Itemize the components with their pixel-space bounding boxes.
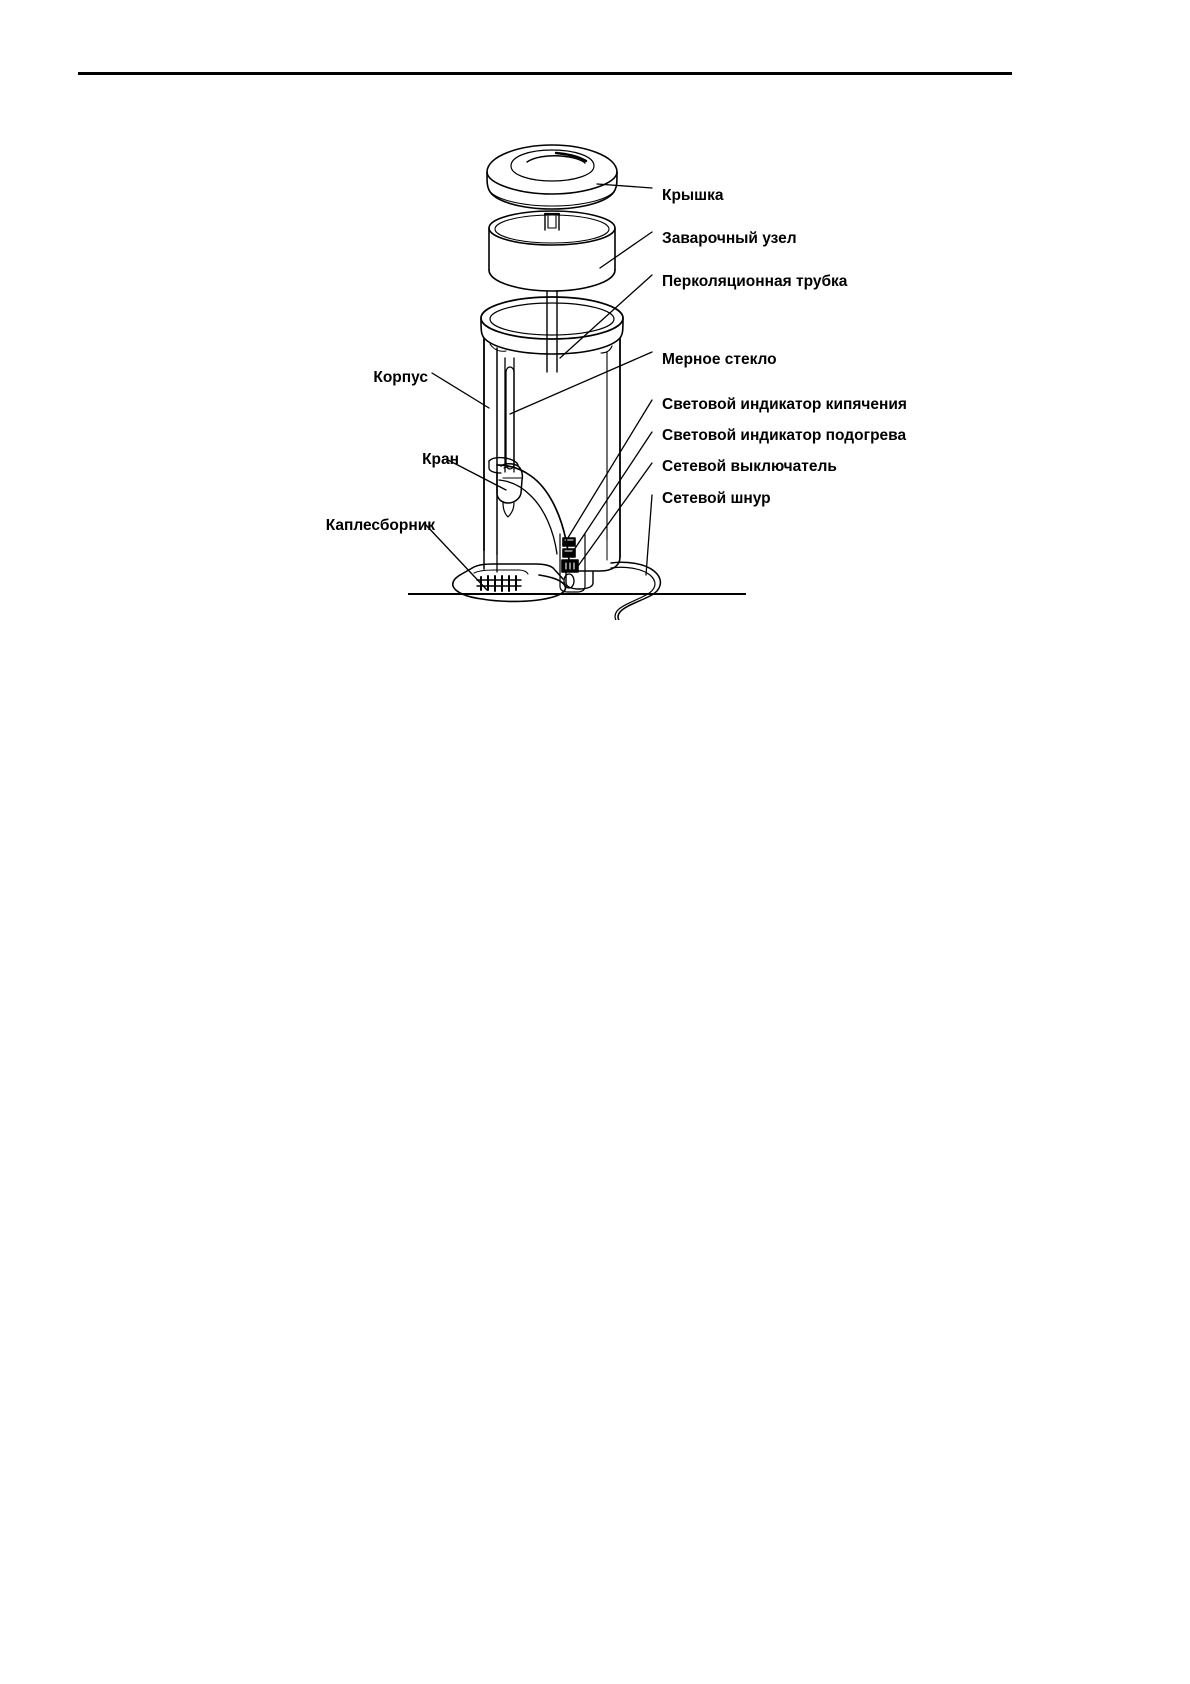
boil-indicator-part: [563, 538, 575, 546]
callout-label-warm-light: Световой индикатор подогрева: [662, 427, 907, 444]
appliance-diagram: [0, 120, 1190, 620]
callout-label-sight-glass: Мерное стекло: [662, 351, 777, 368]
drip-tray-part: [453, 564, 566, 601]
callout-label-brew-unit: Заварочный узел: [662, 230, 797, 247]
callout-label-power-switch: Сетевой выключатель: [662, 458, 837, 475]
callout-label-perc-tube: Перколяционная трубка: [662, 273, 848, 290]
sight-glass-part: [505, 358, 514, 472]
callout-label-boil-light: Световой индикатор кипячения: [662, 396, 907, 413]
body-part: [481, 297, 623, 589]
header-rule: [78, 72, 1012, 75]
tap-part: [489, 458, 522, 517]
figure-caption-rule: [408, 593, 746, 595]
callout-label-body: Корпус: [373, 369, 428, 386]
callout-label-drip-tray: Каплесборник: [325, 517, 435, 534]
power-switch-part: [562, 560, 578, 588]
brew-unit-part: [489, 211, 615, 291]
callout-label-lid: Крышка: [662, 187, 724, 204]
callout-label-tap: Кран: [422, 451, 459, 468]
callout-label-power-cord: Сетевой шнур: [662, 490, 771, 507]
lid-part: [487, 145, 617, 209]
power-cord-part: [611, 562, 660, 620]
